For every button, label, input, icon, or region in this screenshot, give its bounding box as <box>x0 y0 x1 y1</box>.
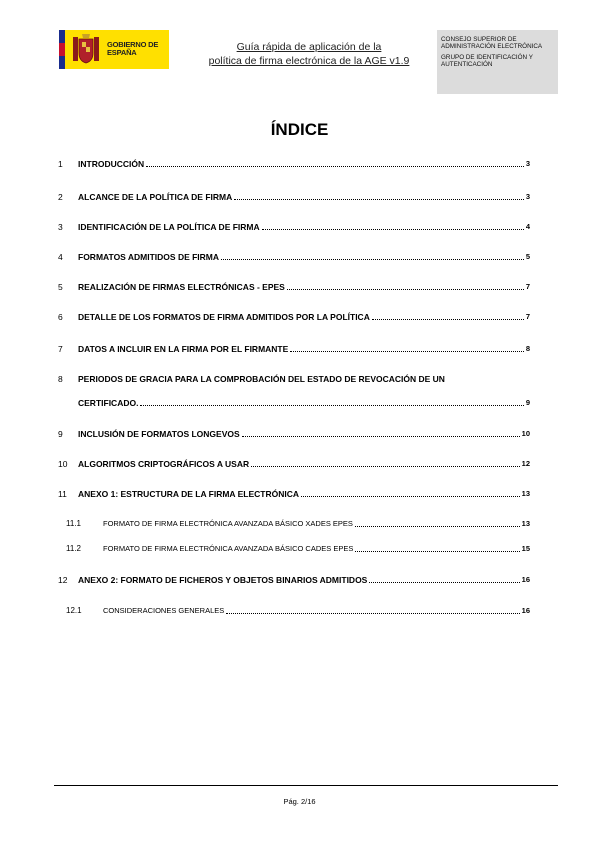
toc-leader <box>226 605 519 614</box>
toc-text: INCLUSIÓN DE FORMATOS LONGEVOS <box>78 429 240 439</box>
toc-page: 12 <box>521 459 530 468</box>
toc-text: ANEXO 1: ESTRUCTURA DE LA FIRMA ELECTRÓNICA <box>78 489 299 499</box>
toc-number: 9 <box>58 429 63 439</box>
toc-number: 10 <box>58 459 68 469</box>
toc-page: 13 <box>521 519 530 528</box>
toc-text: DATOS A INCLUIR EN LA FIRMA POR EL FIRMANTE <box>78 344 289 354</box>
document-title-line1: Guía rápida de aplicación de la <box>236 41 382 53</box>
toc-subentry[interactable] <box>66 543 530 555</box>
toc-leader <box>146 158 524 167</box>
toc-entry[interactable] <box>58 343 530 355</box>
coat-of-arms-icon <box>71 33 101 66</box>
toc-text: REALIZACIÓN DE FIRMAS ELECTRÓNICAS - EPES <box>78 282 285 292</box>
toc-page: 8 <box>525 344 530 353</box>
toc-page: 15 <box>521 544 530 553</box>
toc-page: 9 <box>525 398 530 407</box>
toc-leader <box>242 428 520 437</box>
toc-entry[interactable] <box>58 311 530 323</box>
toc-page: 3 <box>525 192 530 201</box>
toc-leader <box>355 543 519 552</box>
toc-number: 1 <box>58 159 63 169</box>
toc-entry[interactable] <box>58 574 530 586</box>
toc-text: FORMATOS ADMITIDOS DE FIRMA <box>78 252 220 262</box>
toc-entry[interactable] <box>58 281 530 293</box>
toc-number: 12 <box>58 575 68 585</box>
toc-number: 6 <box>58 312 63 322</box>
toc-leader <box>251 458 520 467</box>
toc-leader <box>287 281 524 290</box>
toc-text: ALCANCE DE LA POLÍTICA DE FIRMA <box>78 192 233 202</box>
toc-text: ALGORITMOS CRIPTOGRÁFICOS A USAR <box>78 459 250 469</box>
toc-page: 16 <box>521 606 530 615</box>
toc-text: ANEXO 2: FORMATO DE FICHEROS Y OBJETOS BINARIOS ADMITIDOS <box>78 575 368 585</box>
toc-text: IDENTIFICACIÓN DE LA POLÍTICA DE FIRMA <box>78 222 260 232</box>
toc-page: 7 <box>525 282 530 291</box>
toc-page: 5 <box>525 252 530 261</box>
toc-entry[interactable] <box>58 458 530 470</box>
toc-entry[interactable] <box>58 221 530 233</box>
toc-number: 11.2 <box>66 544 81 553</box>
toc-leader <box>369 574 519 583</box>
government-logo <box>59 30 169 69</box>
toc-page: 16 <box>521 575 530 584</box>
toc-number: 12.1 <box>66 606 82 615</box>
toc-number: 2 <box>58 192 63 202</box>
toc-text: DETALLE DE LOS FORMATOS DE FIRMA ADMITIDOS POR LA POLÍTICA <box>78 312 370 322</box>
toc-leader <box>140 397 523 406</box>
toc-leader <box>372 311 524 320</box>
organization-box <box>437 30 558 94</box>
toc-entry[interactable] <box>58 251 530 263</box>
toc-text: CONSIDERACIONES GENERALES <box>103 606 225 615</box>
toc-number: 11.1 <box>66 519 81 528</box>
toc-leader <box>301 488 520 497</box>
toc-leader <box>234 191 524 200</box>
toc-number: 3 <box>58 222 63 232</box>
toc-entry[interactable] <box>58 158 530 170</box>
toc-entry[interactable] <box>58 488 530 500</box>
document-title-line2: política de firma electrónica de la AGE v1.9 <box>208 55 410 67</box>
footer-divider <box>54 785 558 786</box>
toc-text: FORMATO DE FIRMA ELECTRÓNICA AVANZADA BÁSICO XADES EPES <box>103 519 353 528</box>
index-title: ÍNDICE <box>270 120 329 139</box>
toc-page: 4 <box>525 222 530 231</box>
toc-text: INTRODUCCIÓN <box>78 159 145 169</box>
toc-number: 11 <box>58 489 67 499</box>
toc-page: 13 <box>521 489 530 498</box>
toc-page: 10 <box>521 429 530 438</box>
toc-number: 8 <box>58 374 63 384</box>
toc-leader <box>290 343 524 352</box>
toc-entry[interactable] <box>58 428 530 440</box>
logo-text: GOBIERNO DE ESPAÑA <box>107 40 159 57</box>
toc-leader <box>262 221 524 230</box>
toc-text-continuation: CERTIFICADO. <box>78 398 139 408</box>
toc-text: FORMATO DE FIRMA ELECTRÓNICA AVANZADA BÁSICO CADES EPES <box>103 544 354 553</box>
document-title <box>200 40 418 68</box>
toc-subentry[interactable] <box>66 518 530 530</box>
page-number: Pág. 2/16 <box>283 797 316 806</box>
eu-flag-stripe <box>59 30 65 69</box>
toc-page: 7 <box>525 312 530 321</box>
toc-number: 5 <box>58 282 63 292</box>
toc-entry-continuation[interactable] <box>78 397 530 409</box>
toc-page: 3 <box>525 159 530 168</box>
organization-council: CONSEJO SUPERIOR DE ADMINISTRACIÓN ELECTRÓNICA <box>441 36 543 50</box>
toc-entry[interactable] <box>58 191 530 203</box>
toc-entry[interactable] <box>58 373 530 385</box>
toc-text: PERIODOS DE GRACIA PARA LA COMPROBACIÓN DEL ESTADO DE REVOCACIÓN DE UN <box>78 374 445 384</box>
toc-number: 4 <box>58 252 63 262</box>
toc-subentry[interactable] <box>66 605 530 617</box>
organization-group: GRUPO DE IDENTIFICACIÓN Y AUTENTICACIÓN <box>441 54 533 68</box>
toc-leader <box>221 251 524 260</box>
toc-number: 7 <box>58 344 63 354</box>
toc-leader <box>355 518 520 527</box>
